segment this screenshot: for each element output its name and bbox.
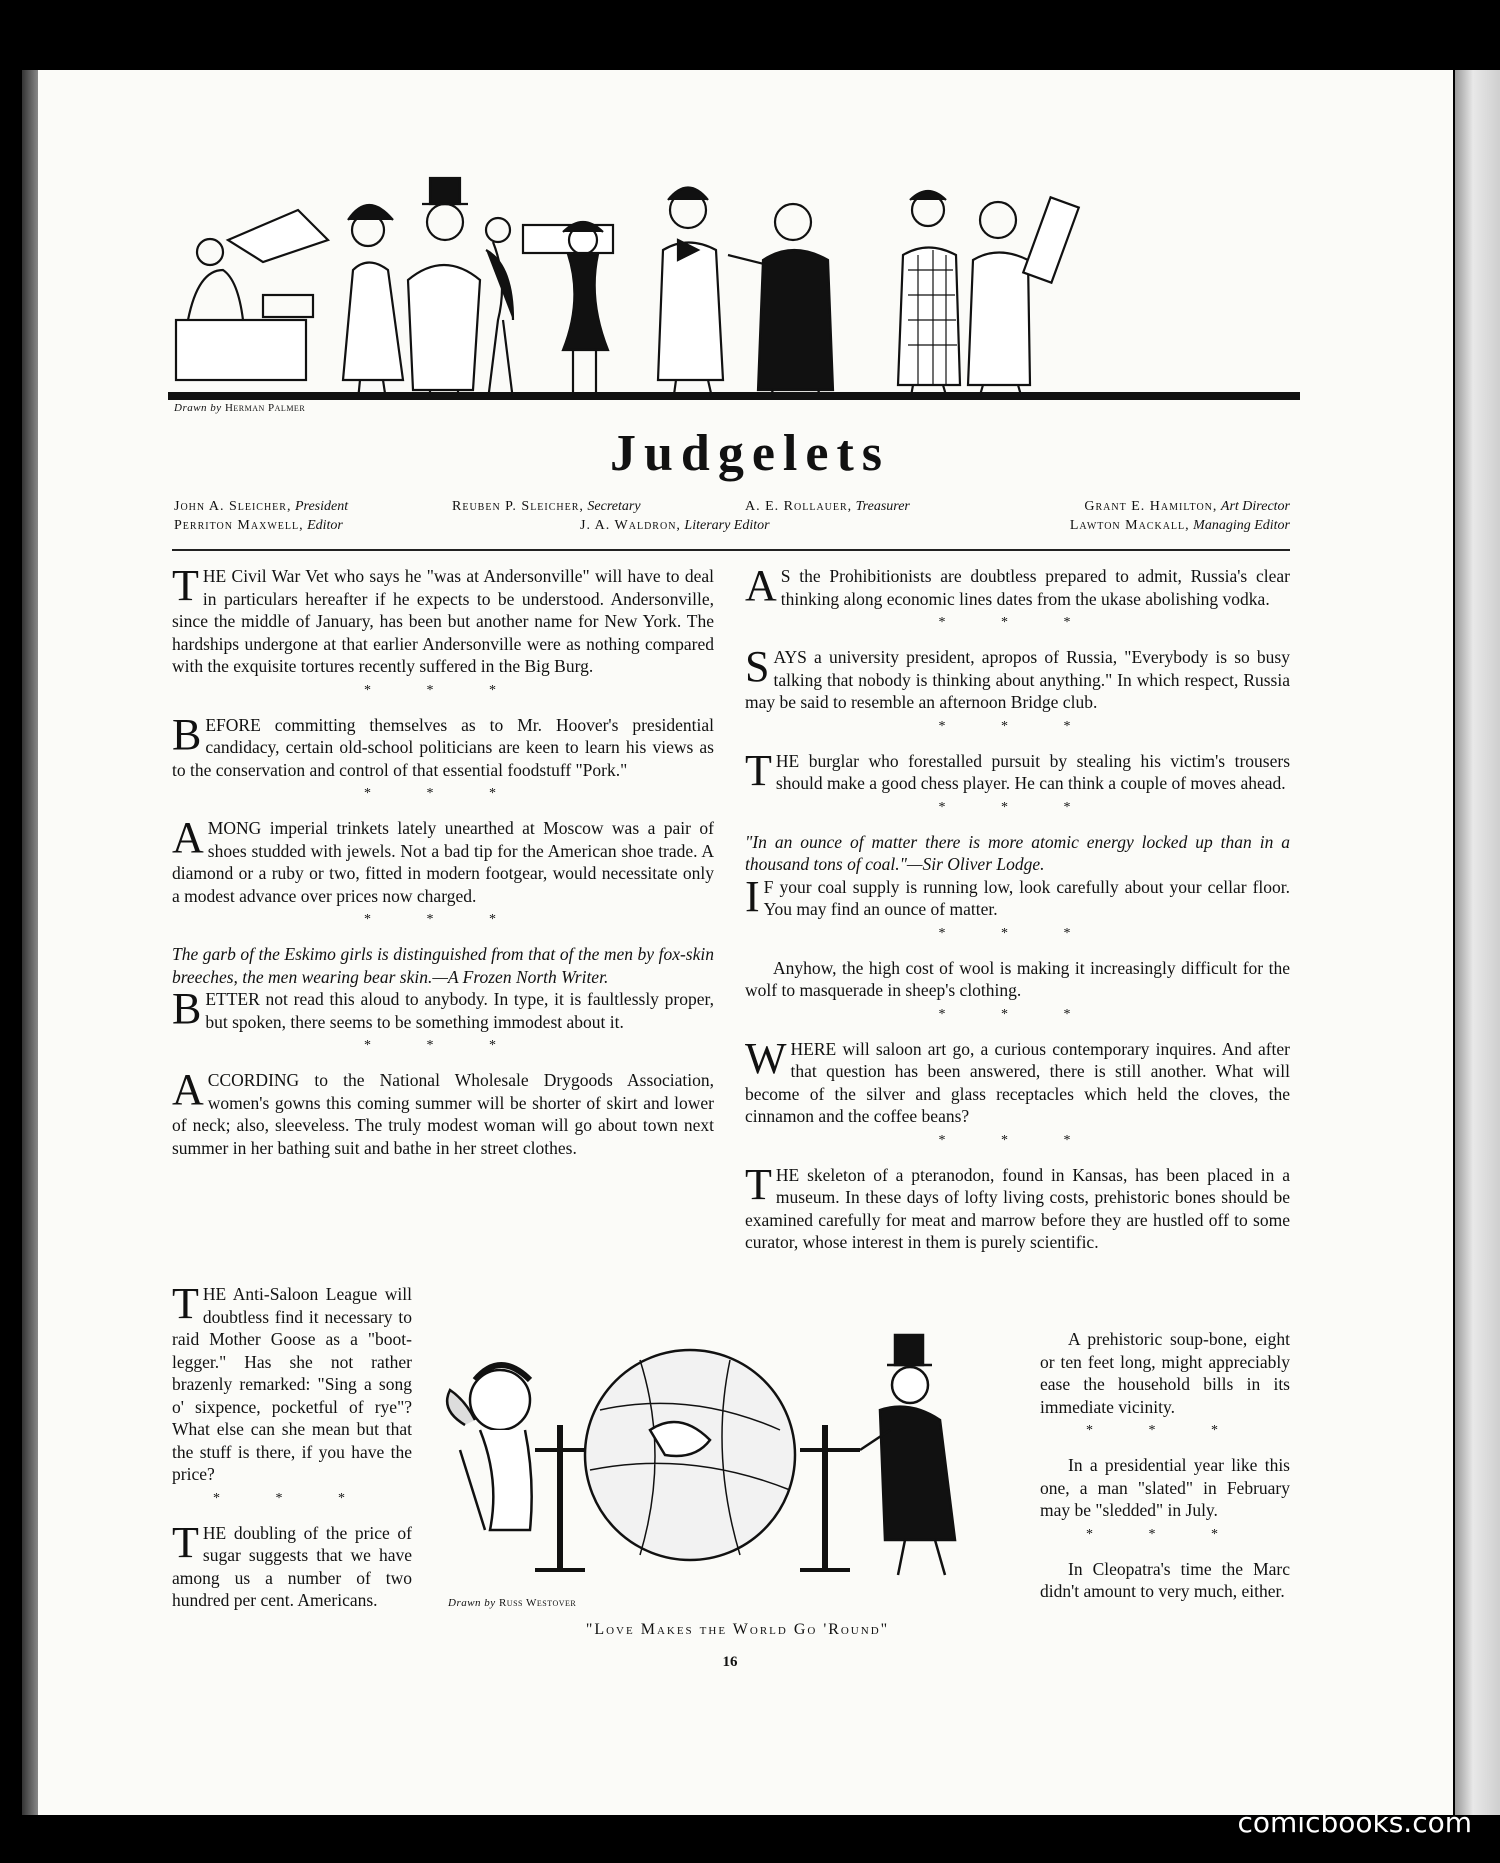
staff-name: John A. Sleicher,	[174, 499, 292, 514]
lead-word: HE	[202, 1522, 227, 1543]
left-column	[172, 561, 715, 1165]
staff-name: Grant E. Hamilton,	[1084, 499, 1218, 514]
lead-word: AYS	[773, 647, 807, 667]
section-separator: * * *	[938, 1006, 1097, 1022]
item-text: In Cleopatra's time the Marc didn't amount to very much, either.	[1040, 1558, 1290, 1601]
drop-cap: W	[745, 1033, 787, 1083]
judgelet-item	[172, 709, 714, 782]
item-text: Civil War Vet who says he "was at Andersonville" will have to deal in particulars hereafter if he expects to be understood. Andersonville, since the middle of January, has been but another name for New York. The hardships undergone at that earlier Andersonville were as nothing compared with the exquisite tortures recently suffered in the Big Burg.	[172, 566, 714, 676]
staff-role: Art Director	[1220, 499, 1290, 514]
section-separator: * * *	[1086, 1526, 1244, 1542]
judgelet-item	[745, 957, 1290, 1002]
section-separator: * * *	[364, 912, 522, 927]
item-text: doubling of the price of sugar suggests that we have among us a number of two hundred per cent. Americans.	[172, 1522, 412, 1610]
judgelet-item	[745, 1159, 1291, 1254]
quote-text: The garb of the Eskimo girls is distinguished from that of the men by fox-skin breeches, the men wearing bear skin.—A Frozen North Writer.	[172, 944, 714, 987]
drop-cap: B	[172, 709, 202, 759]
item-text: the Prohibitionists are doubtless prepared to admit, Russia's clear thinking along economic lines dates from the ukase abolishing vodka.	[780, 566, 1290, 609]
item-text: committing themselves as to Mr. Hoover's presidential candidacy, certain old-school politicians are keen to learn his views as to the conservation and control of that essential foodstuff "Pork."	[172, 714, 714, 780]
lead-word: HE	[775, 1164, 800, 1185]
illustration-credit	[448, 1597, 576, 1609]
section-separator: * * *	[364, 786, 522, 801]
credit-prefix: Drawn by	[448, 1597, 496, 1609]
right-column	[745, 561, 1291, 1260]
judgelet-item	[745, 1033, 1291, 1128]
lead-word: EFORE	[205, 714, 261, 735]
item-text: skeleton of a pteranodon, found in Kansas, has been placed in a museum. In these days of lofty living costs, prehistoric bones should be examined carefully for meat and marrow before they are hustled off to some curator, whose interest in them is purely scientific.	[745, 1164, 1291, 1252]
credit-artist: Herman Palmer	[224, 402, 306, 414]
staff-name: J. A. Waldron,	[580, 518, 681, 533]
item-text: to the National Wholesale Drygoods Association, women's gowns this coming summer will be shorter of skirt and lower of neck; also, sleeveless. The truly modest woman will go about town next summer in her bathing suit and bathe in her street clothes.	[172, 1070, 715, 1158]
lead-word: HE	[202, 1284, 227, 1304]
drop-cap: T	[172, 1517, 199, 1567]
watermark: comicbooks.com	[1237, 1806, 1472, 1839]
item-text: burglar who forestalled pursuit by stealing his victim's trousers should make a good chess player. He can think a couple of moves ahead.	[775, 750, 1291, 793]
judgelet-item	[172, 1517, 412, 1612]
cupid-globe-illustration	[440, 1330, 1020, 1580]
next-page-edge	[1455, 70, 1500, 1815]
staff-role: Treasurer	[855, 499, 910, 514]
credit-prefix: Drawn by	[174, 402, 222, 414]
drop-cap: A	[172, 813, 204, 862]
drop-cap: T	[172, 1279, 199, 1328]
page-title: Judgelets	[610, 425, 890, 482]
illustration-caption: "Love Makes the World Go 'Round"	[585, 1621, 890, 1638]
drop-cap: S	[745, 642, 770, 691]
staff-name: A. E. Rollauer,	[745, 499, 853, 514]
drop-cap: I	[745, 871, 760, 921]
section-separator: * * *	[938, 799, 1097, 815]
judgelet-item	[172, 943, 714, 988]
judgelet-item	[1040, 1558, 1290, 1603]
item-text: your coal supply is running low, look carefully about your cellar floor. You may find an ounce of matter.	[763, 876, 1291, 919]
staff-name: Perriton Maxwell,	[174, 518, 304, 533]
item-text: A prehistoric soup-bone, eight or ten feet long, might appreciably ease the household bills in its immediate vicinity.	[1040, 1329, 1290, 1417]
lead-word: S	[780, 566, 791, 586]
quote-text: "In an ounce of matter there is more atomic energy locked up than in a thousand tons of coal."—Sir Oliver Lodge.	[745, 831, 1290, 874]
item-text: will saloon art go, a curious contemporary inquires. And after that question has been answered, there is still another. What will become of the silver and glass receptacles which held the cloves, the cinnamon and the coffee beans?	[745, 1038, 1291, 1126]
lead-word: MONG	[207, 818, 262, 838]
staff-role: Literary Editor	[684, 518, 770, 533]
lead-word: ETTER	[205, 989, 260, 1009]
staff-name: Reuben P. Sleicher,	[452, 499, 584, 514]
drop-cap: T	[172, 561, 199, 610]
judgelet-item	[172, 561, 714, 678]
staff-middle-a	[452, 497, 641, 516]
judgelet-item	[1040, 1454, 1290, 1522]
staff-role: Managing Editor	[1193, 518, 1290, 533]
left-narrow-column	[172, 1279, 412, 1618]
staff-right	[1002, 497, 1290, 535]
section-separator: * * *	[1086, 1423, 1244, 1438]
judgelet-item	[745, 642, 1290, 714]
credit-artist: Russ Westover	[498, 1597, 577, 1609]
judgelet-item	[745, 561, 1290, 610]
judgelet-item	[172, 813, 715, 907]
lead-word: F	[763, 876, 774, 897]
item-text: a university president, apropos of Russia, "Everybody is so busy talking that nobody is thinking about anything." In which respect, Russia may be said to resemble an afternoon Bridge club.	[745, 647, 1290, 712]
staff-left	[174, 497, 348, 535]
section-separator: * * *	[938, 615, 1097, 630]
staff-role: Editor	[307, 518, 343, 533]
staff-middle-b	[580, 516, 770, 535]
drop-cap: T	[745, 745, 772, 795]
item-text: Anyhow, the high cost of wool is making it increasingly difficult for the wolf to masquerade in sheep's clothing.	[745, 957, 1290, 1000]
section-separator: * * *	[938, 1132, 1097, 1148]
judgelet-item	[172, 984, 715, 1033]
header-illustration	[168, 170, 1300, 400]
staff-role: Secretary	[587, 499, 641, 514]
drop-cap: T	[745, 1159, 772, 1209]
staff-middle-c	[745, 497, 910, 516]
section-separator: * * *	[938, 925, 1097, 941]
header-art-credit	[174, 402, 305, 414]
item-text: Anti-Saloon League will doubtless find it necessary to raid Mother Goose as a "boot-legger." Has she not rather brazenly remarked: "Sing a song o' sixpence, pocketful of rye"? What else can she mean but that the stuff is there, if you have the price?	[172, 1284, 412, 1484]
section-separator: * * *	[364, 682, 522, 698]
staff-role: President	[294, 499, 349, 514]
item-text: imperial trinkets lately unearthed at Moscow was a pair of shoes studded with jewels. Not a bad tip for the American shoe trade. A diamond or a ruby or two, fitted in modern footgear, would necessitate only a modest advance over prices now charged.	[172, 818, 715, 906]
section-separator: * * *	[364, 1038, 522, 1053]
drop-cap: A	[172, 1065, 204, 1114]
lead-word: HE	[775, 750, 800, 771]
judgelet-item	[745, 871, 1291, 921]
section-separator: * * *	[938, 718, 1097, 734]
masthead-rule	[172, 549, 1290, 551]
item-text: not read this aloud to anybody. In type, it is faultlessly proper, but spoken, there seems to be something immodest about it.	[205, 989, 715, 1032]
right-narrow-column	[1040, 1328, 1290, 1609]
lead-word: HERE	[790, 1038, 837, 1059]
drop-cap: B	[172, 984, 202, 1033]
page-binding-shadow	[22, 70, 38, 1815]
lead-word: CCORDING	[207, 1070, 300, 1090]
lead-word: HE	[202, 566, 227, 586]
drop-cap: A	[745, 561, 777, 610]
judgelet-item	[745, 831, 1290, 876]
judgelet-item	[745, 745, 1291, 795]
item-text: In a presidential year like this one, a man "slated" in February may be "sledded" in July.	[1040, 1455, 1290, 1520]
judgelet-item	[172, 1065, 715, 1159]
judgelet-item	[1040, 1328, 1290, 1418]
staff-name: Lawton Mackall,	[1069, 518, 1190, 533]
judgelet-item	[172, 1279, 412, 1486]
section-separator: * * *	[213, 1490, 371, 1506]
page-number: 16	[722, 1654, 738, 1670]
